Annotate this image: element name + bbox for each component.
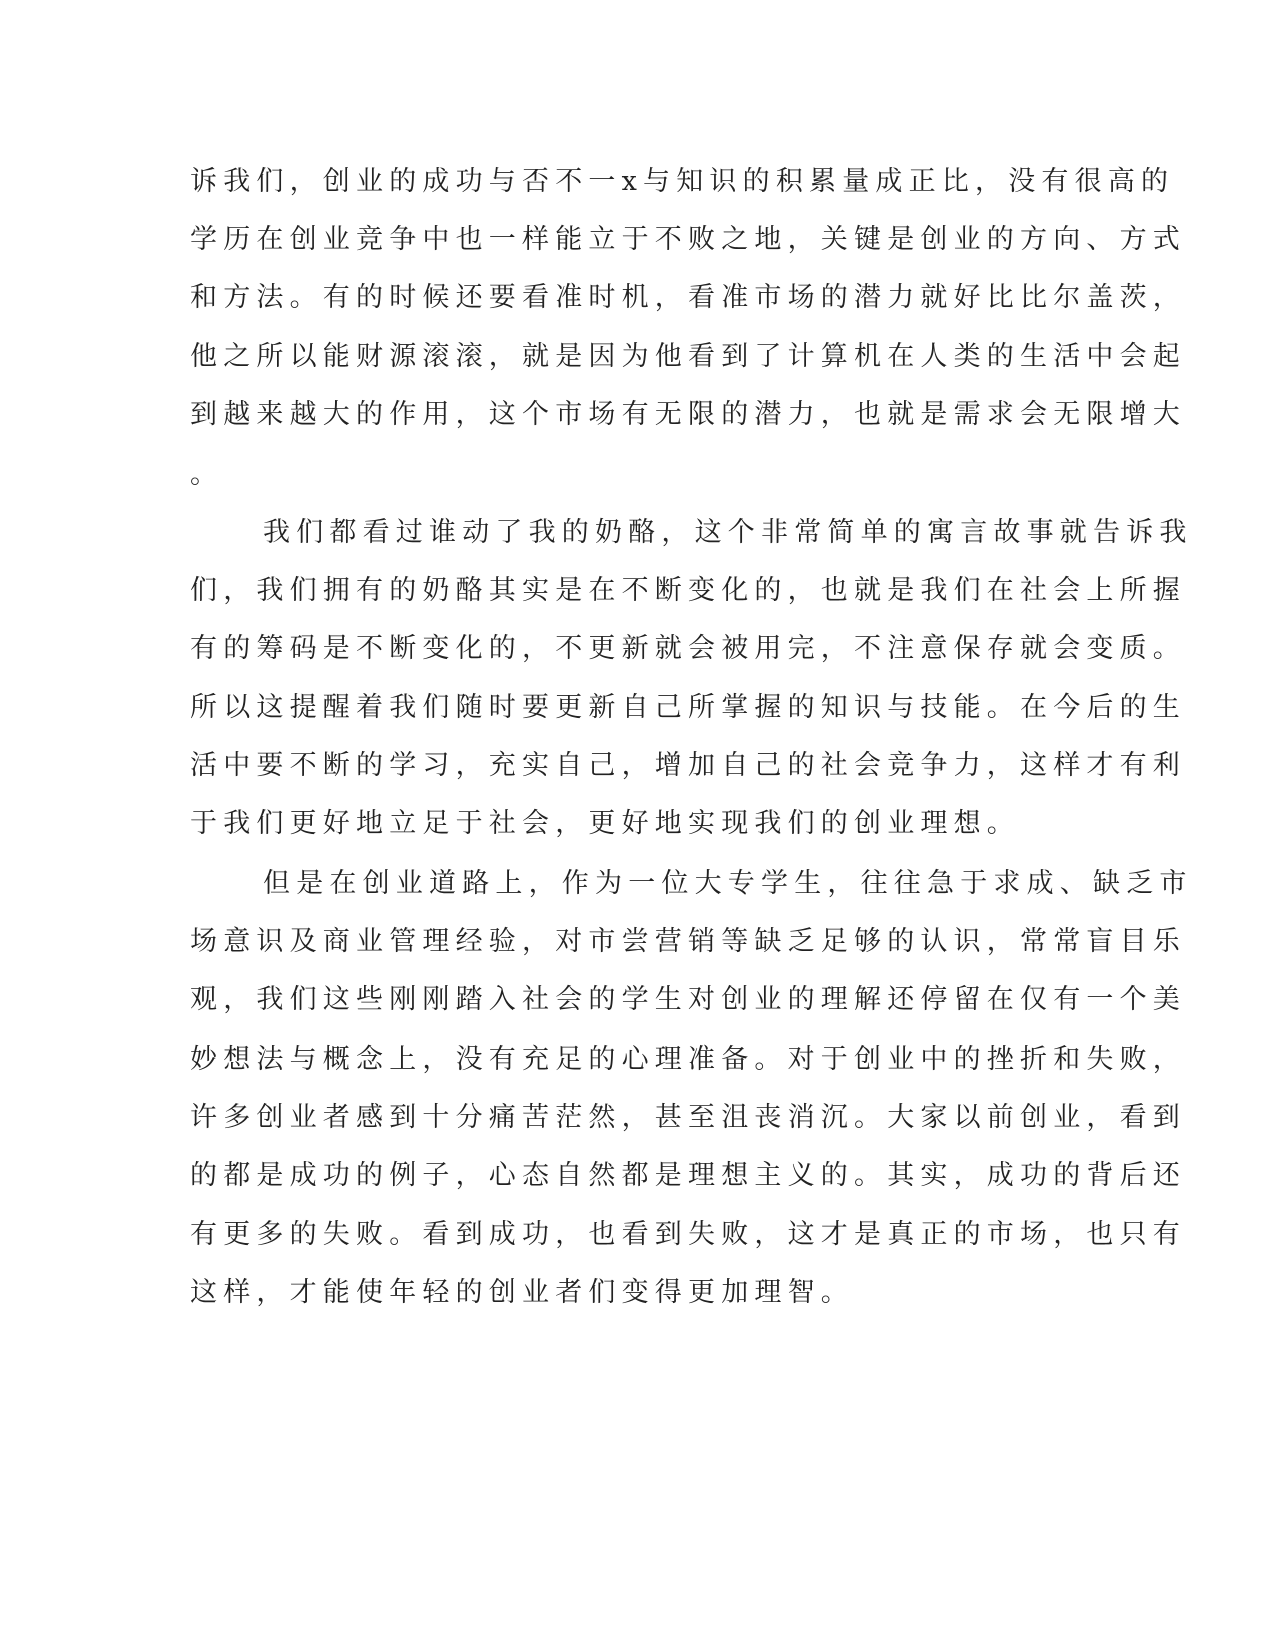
text-line: 他之所以能财源滚滚，就是因为他看到了计算机在人类的生活中会起 [190,341,1186,372]
paragraph-first-line: 但是在创业道路上，作为一位大专学生，往往急于求成、缺乏市 [263,868,1193,899]
text-line: 妙想法与概念上，没有充足的心理准备。对于创业中的挫折和失败， [190,1044,1186,1075]
text-line: 和方法。有的时候还要看准时机，看准市场的潜力就好比比尔盖茨， [190,282,1186,313]
text-line: 有的筹码是不断变化的，不更新就会被用完，不注意保存就会变质。 [190,633,1186,664]
text-line: 于我们更好地立足于社会，更好地实现我们的创业理想。 [190,808,1020,839]
text-line: 的都是成功的例子，心态自然都是理想主义的。其实，成功的背后还 [190,1160,1186,1191]
text-line: 到越来越大的作用，这个市场有无限的潜力，也就是需求会无限增大 [190,399,1186,430]
text-line: 诉我们，创业的成功与否不一x与知识的积累量成正比，没有很高的 [190,166,1175,197]
text-line: 场意识及商业管理经验，对市尝营销等缺乏足够的认识，常常盲目乐 [190,926,1186,957]
paragraph-first-line: 我们都看过谁动了我的奶酪，这个非常简单的寓言故事就告诉我 [263,517,1193,548]
text-line: 活中要不断的学习，充实自己，增加自己的社会竞争力，这样才有利 [190,750,1186,781]
text-line: 。 [190,459,224,490]
text-line: 学历在创业竞争中也一样能立于不败之地，关键是创业的方向、方式 [190,224,1186,255]
text-line: 许多创业者感到十分痛苦茫然，甚至沮丧消沉。大家以前创业，看到 [190,1102,1186,1133]
text-line: 有更多的失败。看到成功，也看到失败，这才是真正的市场，也只有 [190,1219,1186,1250]
text-line: 这样，才能使年轻的创业者们变得更加理智。 [190,1277,854,1308]
text-line: 所以这提醒着我们随时要更新自己所掌握的知识与技能。在今后的生 [190,692,1186,723]
text-line: 们，我们拥有的奶酪其实是在不断变化的，也就是我们在社会上所握 [190,575,1186,606]
text-line: 观，我们这些刚刚踏入社会的学生对创业的理解还停留在仅有一个美 [190,984,1186,1015]
